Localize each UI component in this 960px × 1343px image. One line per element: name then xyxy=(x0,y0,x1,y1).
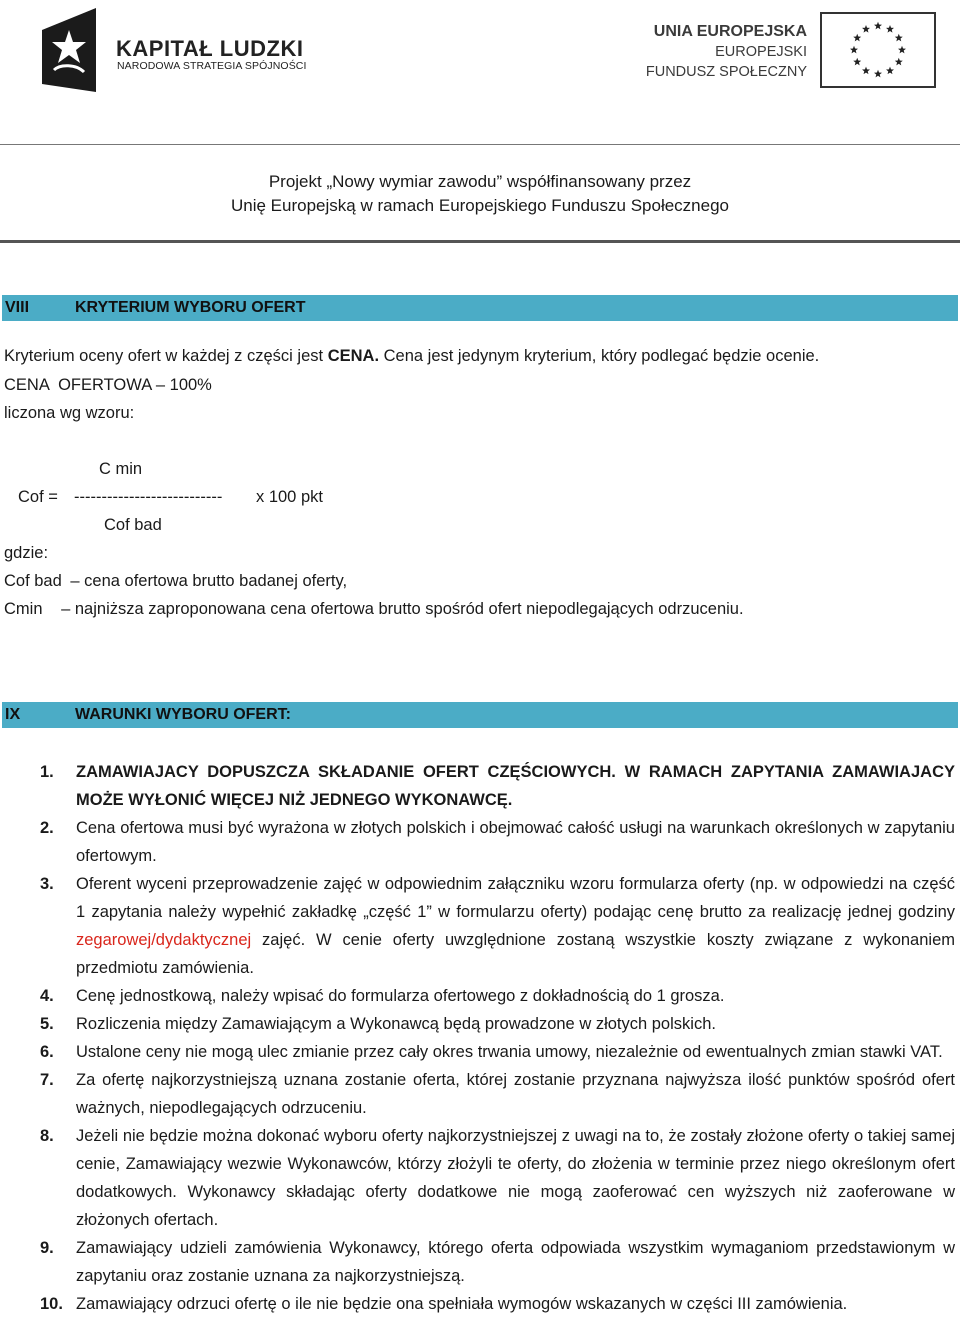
list-item-text: Rozliczenia między Zamawiającym a Wykonawcą będą prowadzone w złotych polskich. xyxy=(76,1015,716,1033)
list-item xyxy=(40,982,955,1010)
definition-cof-bad-text: – cena ofertowa brutto badanej oferty, xyxy=(70,572,348,590)
list-item-text: Jeżeli nie będzie można dokonać wyboru oferty najkorzystniejszej z uwagi na to, że zostały złożone oferty o takiej samej cenie, Zamawiający wezwie Wykonawców, którzy złożyli te oferty, do złożenia w terminie przez niego określonym ofert dodatkowych. Wykonawcy składając oferty dodatkowe nie mogą zaoferować cen wyższych niż zaoferowane w złożonych ofertach. xyxy=(76,1127,955,1229)
section-ix-number: IX xyxy=(5,706,21,723)
eu-logo-line3: FUNDUSZ SPOŁECZNY xyxy=(645,64,807,80)
criterion-intro-post: Cena jest jedynym kryterium, który podlegać będzie ocenie. xyxy=(379,347,820,365)
where-label: gdzie: xyxy=(4,544,49,562)
list-item-number: 3. xyxy=(40,875,54,893)
project-statement xyxy=(0,170,960,218)
kapital-ludzki-subtitle: NARODOWA STRATEGIA SPÓJNOŚCI xyxy=(117,60,307,72)
definition-cof-bad xyxy=(4,571,347,591)
kapital-ludzki-logo-icon xyxy=(40,6,98,92)
criterion-intro xyxy=(4,346,819,366)
list-item-number: 1. xyxy=(40,763,54,781)
project-rule xyxy=(0,240,960,243)
eu-flag-icon xyxy=(820,12,936,88)
criterion-intro-bold: CENA. xyxy=(327,347,380,365)
formula-label: liczona wg wzoru: xyxy=(4,404,135,422)
list-item-number: 6. xyxy=(40,1043,54,1061)
section-ix-header xyxy=(2,702,958,728)
list-item-number: 9. xyxy=(40,1239,54,1257)
kapital-ludzki-title: KAPITAŁ LUDZKI xyxy=(116,36,304,61)
definition-cmin-text: – najniższa zaproponowana cena ofertowa brutto spośród ofert niepodlegających odrzuceniu. xyxy=(61,600,744,618)
list-item-text: Zamawiający udzieli zamówienia Wykonawcy, którego oferta odpowiada wszystkim wymaganiom przedstawionym w zapytaniu oraz zostanie uznana za najkorzystniejszą. xyxy=(76,1239,955,1285)
list-item-number: 5. xyxy=(40,1015,54,1033)
list-item-text: Cenę jednostkową, należy wpisać do formularza ofertowego z dokładnością do 1 grosza. xyxy=(76,987,725,1005)
list-item xyxy=(40,758,955,814)
list-item xyxy=(40,1290,955,1318)
list-item xyxy=(40,1122,955,1234)
list-item-text: ZAMAWIAJACY DOPUSZCZA SKŁADANIE OFERT CZĘŚCIOWYCH. W RAMACH ZAPYTANIA ZAMAWIAJACY MOŻE WYŁONIĆ WIĘCEJ NIŻ JEDNEGO WYKONAWCĘ. xyxy=(76,763,955,809)
list-item xyxy=(40,1234,955,1290)
section-viii-title: KRYTERIUM WYBORU OFERT xyxy=(75,299,306,316)
eu-logo-text xyxy=(646,22,807,82)
selection-conditions-list xyxy=(40,758,955,1318)
list-item-number: 4. xyxy=(40,987,54,1005)
list-item-text-post: zajęć. W cenie oferty uwzględnione zostaną wszystkie koszty związane z wykonaniem przedmiotu zamówienia. xyxy=(76,931,955,977)
list-item-number: 7. xyxy=(40,1071,54,1089)
list-item xyxy=(40,814,955,870)
formula-dashes: --------------------------- xyxy=(74,488,223,506)
section-viii-header xyxy=(2,295,958,321)
definition-cmin-term: Cmin xyxy=(4,600,43,618)
project-line-1: Projekt „Nowy wymiar zawodu” współfinansowany przez xyxy=(268,172,692,191)
formula-denominator: Cof bad xyxy=(104,516,162,534)
header-rule xyxy=(0,144,960,145)
list-item-text-highlight: zegarowej/dydaktycznej xyxy=(76,931,252,949)
list-item-text: Cena ofertowa musi być wyrażona w złotych polskich i obejmować całość usługi na warunkach określonych w zapytaniu ofertowym. xyxy=(76,819,955,865)
list-item-text-pre: Oferent wyceni przeprowadzenie zajęć w odpowiednim załączniku wzoru formularza oferty (np. w odpowiedzi na część 1 zapytania należy wypełnić zakładkę „część 1” w formularzu oferty) podając cenę brutto za realizację jednej godziny xyxy=(76,875,955,921)
list-item-text: Ustalone ceny nie mogą ulec zmianie przez cały okres trwania umowy, niezależnie od ewentualnych zmian stawki VAT. xyxy=(76,1043,943,1061)
list-item xyxy=(40,1010,955,1038)
list-item xyxy=(40,870,955,982)
list-item-text: Za ofertę najkorzystniejszą uznana zostanie oferta, której zostanie przyznana najwyższa ilość punktów spośród ofert ważnych, niepodlegających odrzuceniu. xyxy=(76,1071,955,1117)
section-ix-title: WARUNKI WYBORU OFERT: xyxy=(75,706,291,723)
list-item xyxy=(40,1066,955,1122)
list-item-number: 8. xyxy=(40,1127,54,1145)
formula-rhs: x 100 pkt xyxy=(256,488,323,506)
eu-logo-line1: UNIA EUROPEJSKA xyxy=(653,23,807,40)
definition-cmin xyxy=(4,599,744,619)
list-item-number: 2. xyxy=(40,819,54,837)
section-viii-number: VIII xyxy=(5,299,30,316)
list-item-number: 10. xyxy=(40,1295,63,1313)
price-weight: CENA OFERTOWA – 100% xyxy=(4,376,212,394)
list-item-text: Zamawiający odrzuci ofertę o ile nie będzie ona spełniała wymogów wskazanych w części III zamówienia. xyxy=(76,1295,848,1313)
list-item xyxy=(40,1038,955,1066)
formula-lhs: Cof = xyxy=(18,488,58,506)
formula-numerator: C min xyxy=(99,460,143,478)
eu-logo-line2: EUROPEJSKI xyxy=(715,44,807,60)
project-line-2: Unię Europejską w ramach Europejskiego Funduszu Społecznego xyxy=(230,196,729,215)
definition-cof-bad-term: Cof bad xyxy=(4,572,62,590)
criterion-intro-pre: Kryterium oceny ofert w każdej z części jest xyxy=(4,347,328,365)
